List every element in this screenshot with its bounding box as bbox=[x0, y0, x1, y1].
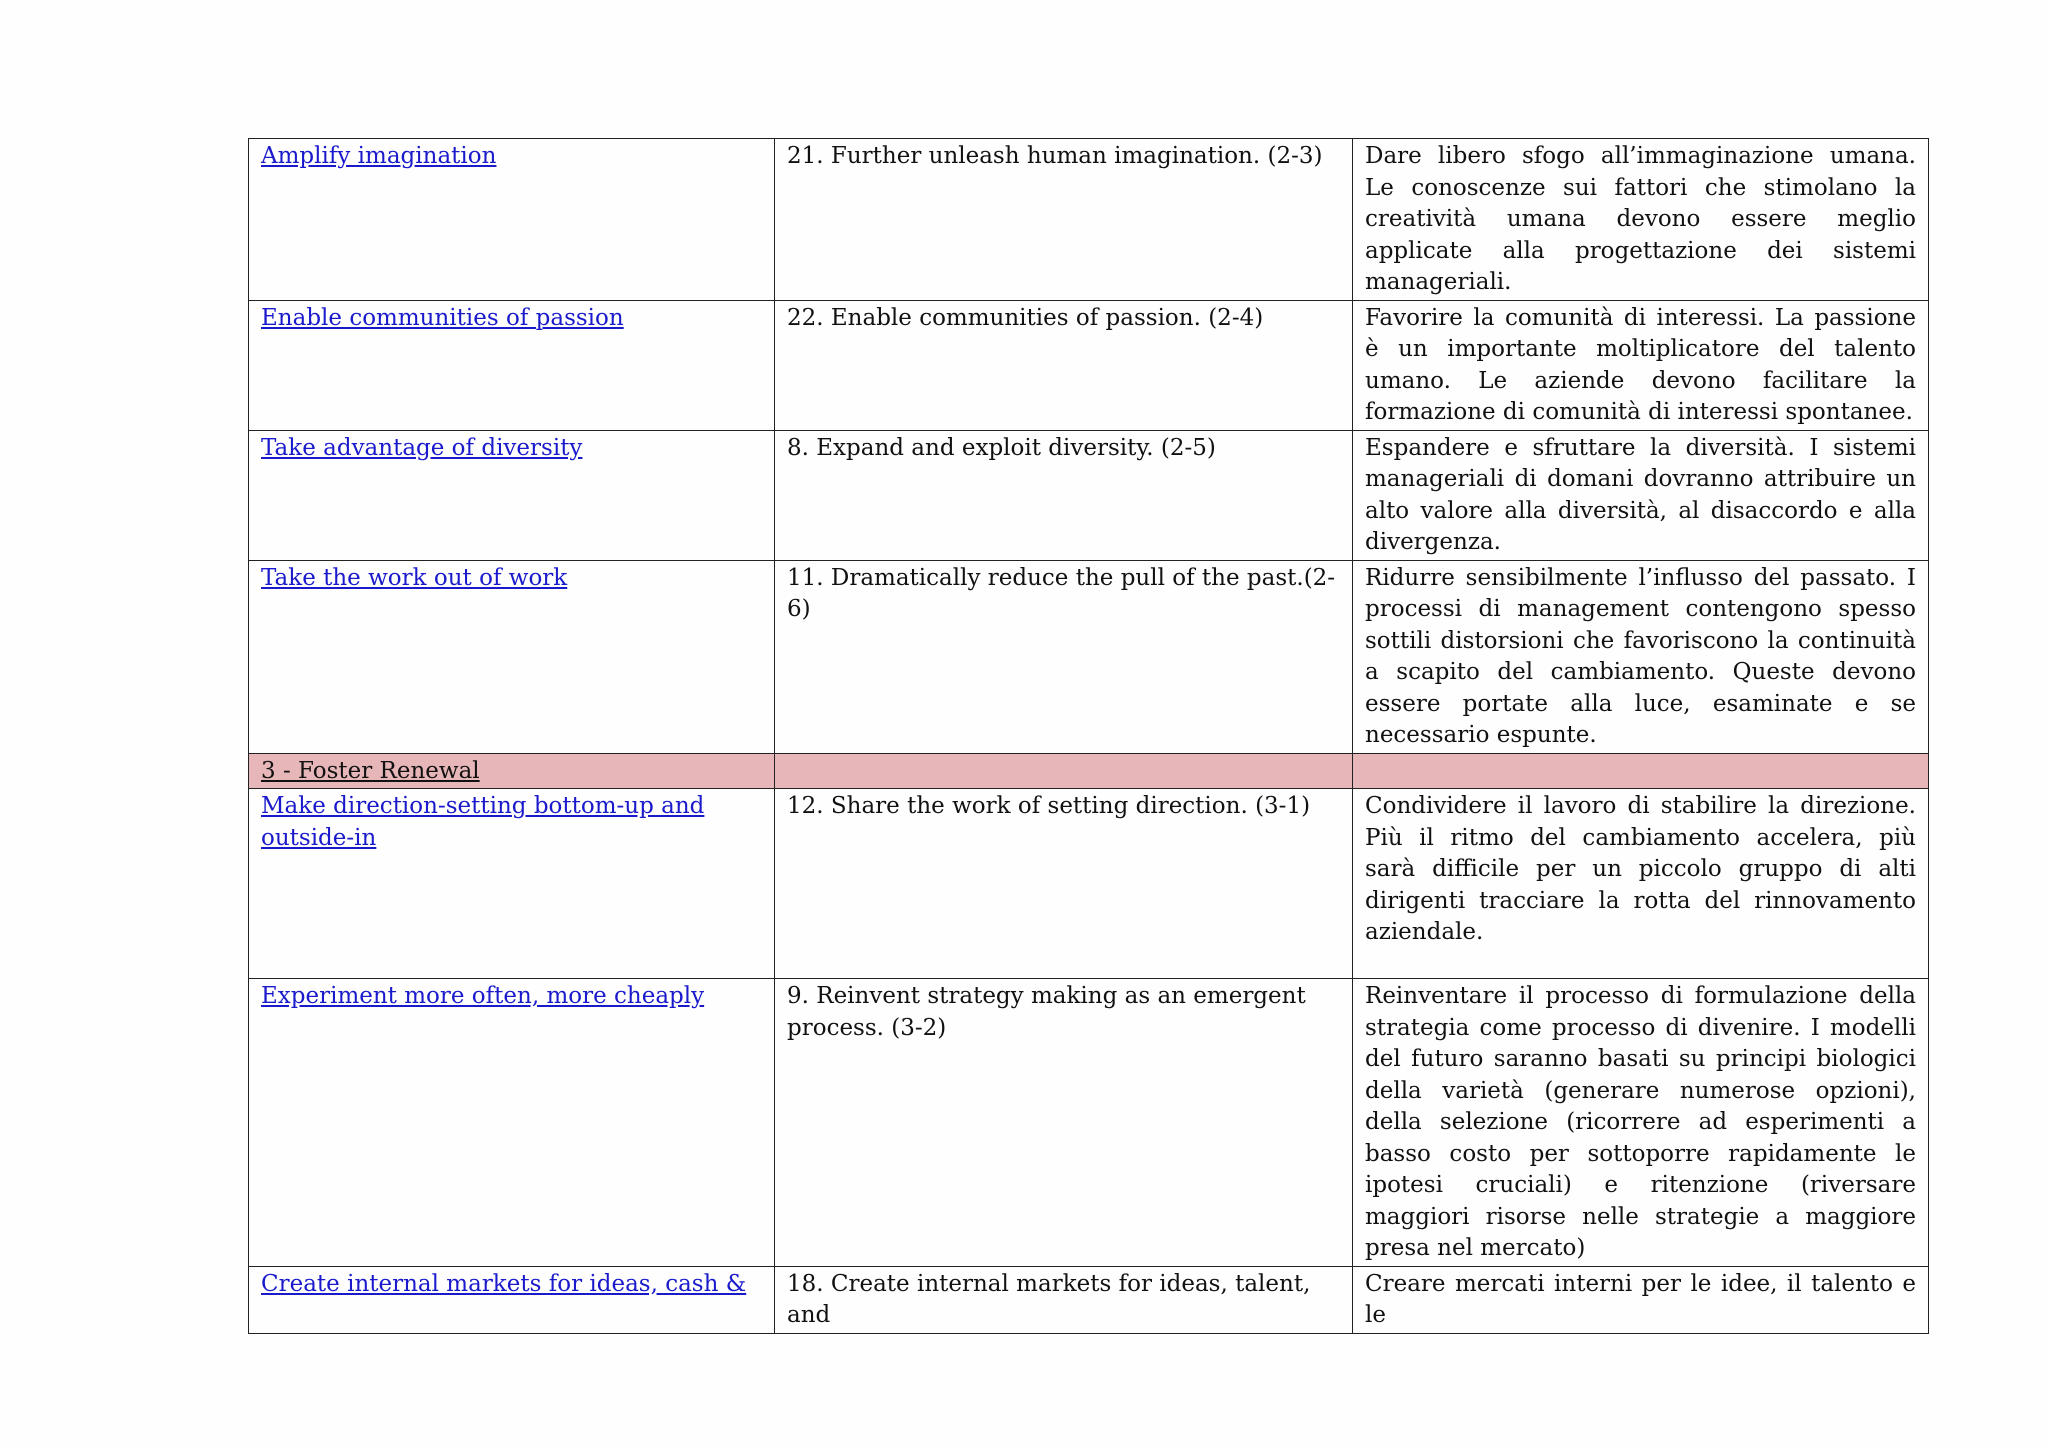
practice-cell bbox=[249, 300, 775, 430]
practice-cell bbox=[249, 1266, 775, 1333]
practice-cell bbox=[249, 139, 775, 301]
empty-cell bbox=[1353, 753, 1929, 789]
table-row bbox=[249, 789, 1929, 979]
practice-cell bbox=[249, 789, 775, 979]
description-cell: Ridurre sensibilmente l’influsso del passato. I processi di management contengono spesso sottili distorsioni che favoriscono la continuità a scapito del cambiamento. Queste devono essere portate alla luce, esaminate e se necessario espunte. bbox=[1353, 560, 1929, 753]
description-cell: Creare mercati interni per le idee, il talento e le bbox=[1353, 1266, 1929, 1333]
practice-cell bbox=[249, 560, 775, 753]
principle-cell: 9. Reinvent strategy making as an emergent process. (3-2) bbox=[775, 979, 1353, 1267]
section-cell bbox=[249, 753, 775, 789]
section-row bbox=[249, 753, 1929, 789]
principle-cell: 11. Dramatically reduce the pull of the past.(2-6) bbox=[775, 560, 1353, 753]
practice-cell bbox=[249, 430, 775, 560]
description-cell: Favorire la comunità di interessi. La passione è un importante moltiplicatore del talento umano. Le aziende devono facilitare la formazione di comunità di interessi spontanee. bbox=[1353, 300, 1929, 430]
practice-link[interactable]: Experiment more often, more cheaply bbox=[261, 983, 705, 1009]
section-title: 3 - Foster Renewal bbox=[261, 757, 480, 784]
description-cell: Condividere il lavoro di stabilire la direzione. Più il ritmo del cambiamento accelera, più sarà difficile per un piccolo gruppo di alti dirigenti tracciare la rotta del rinnovamento aziendale. bbox=[1353, 789, 1929, 979]
table-row bbox=[249, 979, 1929, 1267]
principle-cell: 12. Share the work of setting direction. (3-1) bbox=[775, 789, 1353, 979]
table-row bbox=[249, 560, 1929, 753]
practice-link[interactable]: Create internal markets for ideas, cash & bbox=[261, 1270, 747, 1297]
table-row bbox=[249, 139, 1929, 301]
principle-cell: 8. Expand and exploit diversity. (2-5) bbox=[775, 430, 1353, 560]
practice-link[interactable]: Make direction-setting bottom-up and outside-in bbox=[261, 793, 705, 851]
table-row bbox=[249, 1266, 1929, 1333]
practice-link[interactable]: Take the work out of work bbox=[261, 564, 568, 591]
principle-cell: 22. Enable communities of passion. (2-4) bbox=[775, 300, 1353, 430]
description-cell: Reinventare il processo di formulazione della strategia come processo di divenire. I modelli del futuro saranno basati su principi biologici della varietà (generare numerose opzioni), della selezione (ricorrere ad esperimenti a basso costo per sottoporre rapidamente le ipotesi cruciali) e ritenzione (riversare maggiori risorse nelle strategie a maggiore presa nel mercato) bbox=[1353, 979, 1929, 1267]
principle-cell: 21. Further unleash human imagination. (2-3) bbox=[775, 139, 1353, 301]
table-row bbox=[249, 300, 1929, 430]
table-row bbox=[249, 430, 1929, 560]
empty-cell bbox=[775, 753, 1353, 789]
principle-cell: 18. Create internal markets for ideas, talent, and bbox=[775, 1266, 1353, 1333]
practice-link[interactable]: Amplify imagination bbox=[261, 143, 497, 169]
description-cell: Espandere e sfruttare la diversità. I sistemi manageriali di domani dovranno attribuire un alto valore alla diversità, al disaccordo e alla divergenza. bbox=[1353, 430, 1929, 560]
principles-table bbox=[248, 138, 1929, 1334]
practice-link[interactable]: Take advantage of diversity bbox=[261, 434, 583, 461]
description-cell: Dare libero sfogo all’immaginazione umana. Le conoscenze sui fattori che stimolano la creatività umana devono essere meglio applicate alla progettazione dei sistemi manageriali. bbox=[1353, 139, 1929, 301]
practice-cell bbox=[249, 979, 775, 1267]
practice-link[interactable]: Enable communities of passion bbox=[261, 304, 624, 331]
